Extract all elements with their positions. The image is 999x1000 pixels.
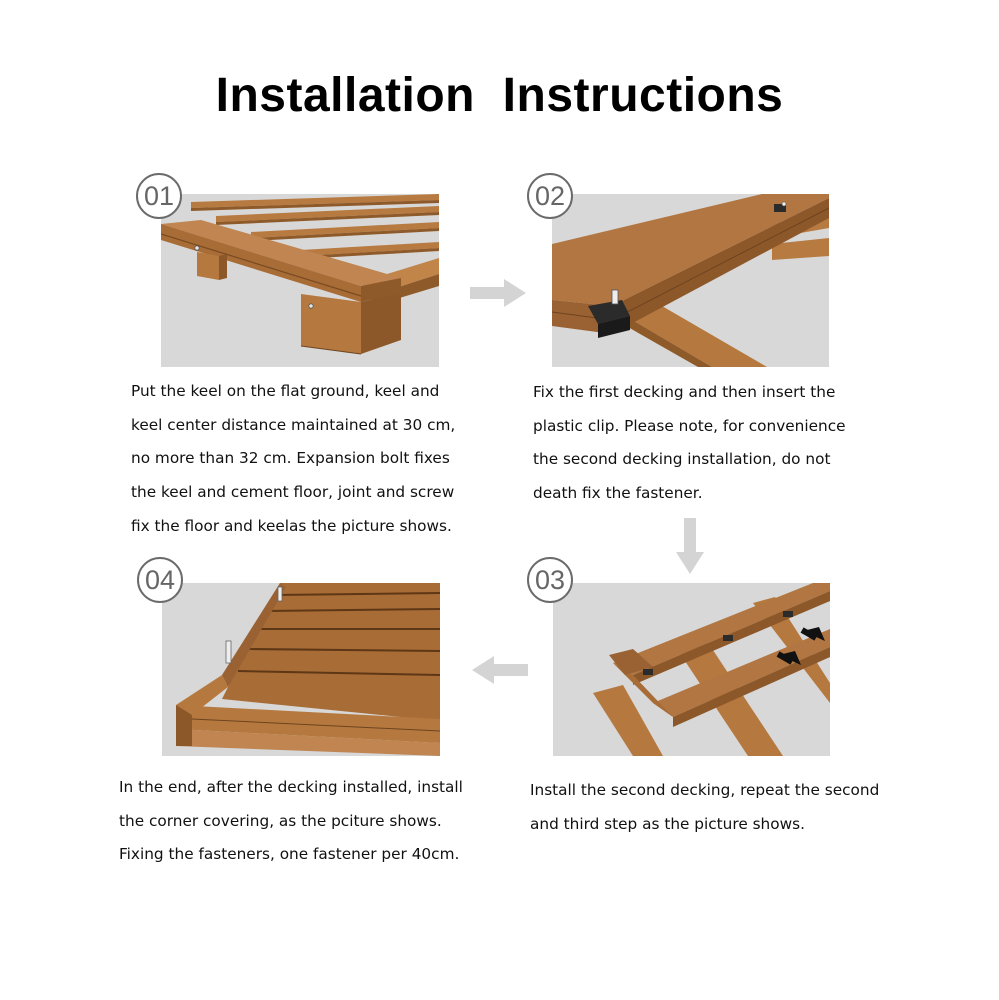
step-02-line: the second decking installation, do not (533, 450, 831, 469)
step-04-illustration (162, 583, 440, 756)
step-01-line: keel center distance maintained at 30 cm, (131, 415, 456, 434)
step-02-line: death fix the fastener. (533, 484, 703, 503)
step-02-description (533, 376, 846, 511)
step-01-illustration (161, 194, 439, 367)
step-04-line: In the end, after the decking installed, install (119, 778, 463, 796)
step-03-line: Install the second decking, repeat the second (530, 781, 880, 799)
step-02-illustration (552, 194, 829, 367)
step-01-line: no more than 32 cm. Expansion bolt fixes (131, 449, 450, 468)
page-title: Installation Instructions (215, 69, 784, 122)
step-04-line: the corner covering, as the pciture shows. (119, 811, 442, 830)
arrow-down-icon (676, 518, 704, 574)
step-04-line: Fixing the fasteners, one fastener per 40cm. (119, 845, 460, 864)
step-01-line: Put the keel on the flat ground, keel and (131, 382, 440, 400)
step-02-badge: 02 (527, 173, 573, 219)
arrow-left-icon (472, 656, 528, 684)
step-03-line: and third step as the picture shows. (530, 814, 805, 833)
step-03-badge: 03 (527, 557, 573, 603)
step-03-description (530, 774, 879, 841)
step-01-line: the keel and cement floor, joint and screw (131, 483, 455, 502)
step-04-description (119, 771, 463, 872)
step-04-badge: 04 (137, 557, 183, 603)
step-02-line: Fix the first decking and then insert the (533, 383, 836, 401)
step-01-line: fix the floor and keelas the picture shows. (131, 516, 452, 535)
step-01-badge: 01 (136, 173, 182, 219)
arrow-right-icon (470, 279, 526, 307)
step-01-description (131, 375, 455, 544)
step-02-line: plastic clip. Please note, for convenience (533, 416, 846, 435)
step-03-illustration (553, 583, 830, 756)
